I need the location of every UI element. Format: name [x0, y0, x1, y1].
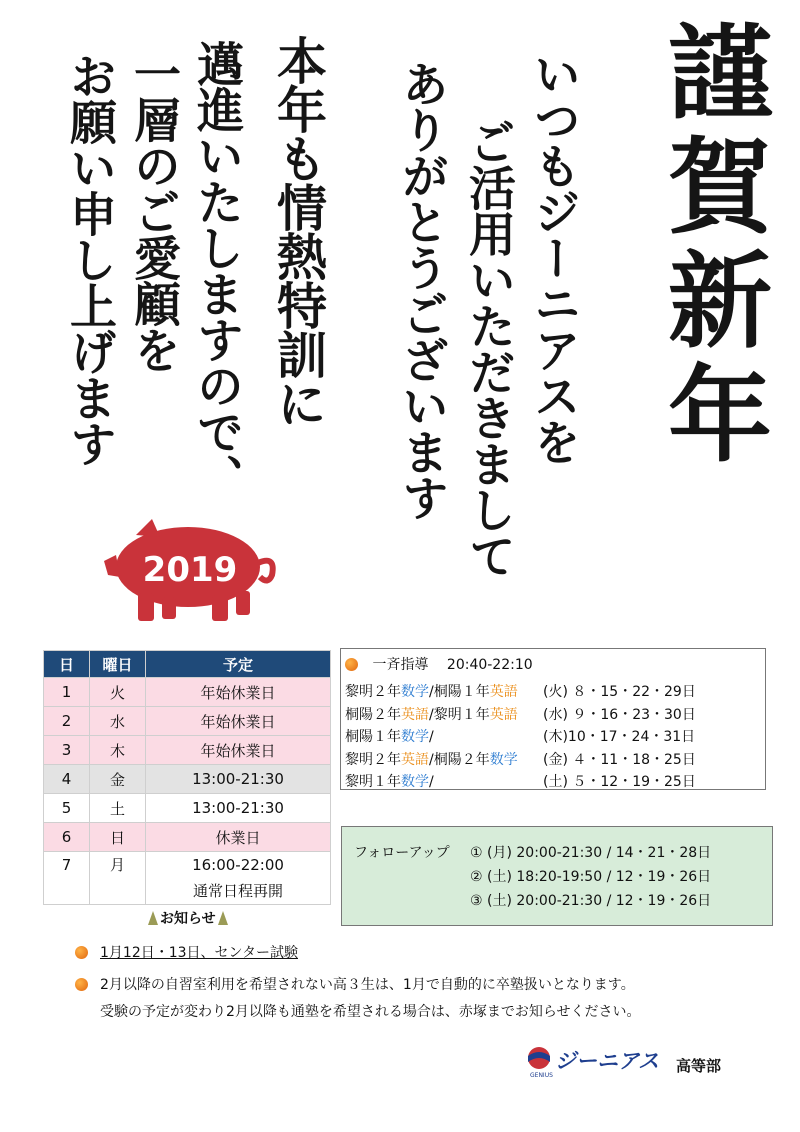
- subject-label: 数学: [401, 729, 429, 745]
- lesson-classes: [345, 726, 434, 746]
- note-text-continued: 受験の予定が変わり2月以降も通塾を希望される場合は、赤塚までお知らせください。: [100, 1004, 641, 1020]
- lesson-classes: [345, 771, 434, 791]
- plan-cell: [146, 852, 331, 905]
- followup-row: ③ (土) 20:00-21:30 / 12・19・26日: [470, 893, 712, 909]
- logo-suffix: 高等部: [676, 1057, 722, 1075]
- heading-label: 一斉指導: [372, 657, 429, 673]
- class-label: /桐陽２年: [429, 751, 490, 768]
- note-item: [75, 974, 635, 994]
- group-lessons-box: [340, 648, 766, 790]
- weekday-cell: 木: [90, 736, 146, 765]
- subject-label: 英語: [489, 684, 518, 700]
- plan-cell: 年始休業日: [146, 707, 331, 736]
- greeting-line: いつもジーニアスを: [526, 50, 581, 464]
- logo-name: ジーニアス: [555, 1049, 660, 1073]
- class-label: /: [429, 729, 434, 745]
- plan-cell: 13:00-21:30: [146, 765, 331, 794]
- followup-row: ① (月) 20:00-21:30 / 14・21・28日: [470, 845, 712, 861]
- class-label: /桐陽１年: [429, 684, 490, 700]
- table-row: [44, 736, 331, 765]
- plan-cell: 休業日: [146, 823, 331, 852]
- heading-time: 20:40-22:10: [446, 657, 533, 673]
- class-label: /: [429, 774, 434, 790]
- plan-cell: 年始休業日: [146, 736, 331, 765]
- lesson-classes: [345, 704, 518, 724]
- subject-label: 英語: [401, 706, 429, 723]
- january-schedule-table: [43, 650, 331, 905]
- day-cell: 2: [44, 707, 90, 736]
- group-lessons-heading: [345, 654, 533, 674]
- lesson-days: (土) ５・12・19・25日: [543, 774, 696, 790]
- weekday-cell: 日: [90, 823, 146, 852]
- lesson-days: (火) ８・15・22・29日: [543, 684, 696, 700]
- weekday-cell: 土: [90, 794, 146, 823]
- lesson-days: (金) ４・11・18・25日: [543, 751, 696, 768]
- plan-cell: 13:00-21:30: [146, 794, 331, 823]
- header-weekday: 曜日: [90, 651, 146, 678]
- greeting-line: お願い申し上げます: [62, 52, 117, 466]
- header-plan: 予定: [146, 651, 331, 678]
- plan-note: 通常日程再開: [192, 882, 283, 900]
- table-header-row: [44, 651, 331, 678]
- note-text: 1月12日・13日、センター試験: [100, 945, 298, 961]
- class-label: 桐陽２年: [345, 706, 401, 723]
- greeting-line: 一層のご愛顧を: [126, 50, 181, 372]
- greeting-line: ご活用いただきまして: [461, 118, 516, 578]
- day-cell: 4: [44, 765, 90, 794]
- subject-label: 数学: [489, 751, 518, 768]
- notice-label: お知らせ: [160, 911, 216, 927]
- lesson-days: (水) ９・16・23・30日: [543, 706, 696, 723]
- followup-row: ② (土) 18:20-19:50 / 12・19・26日: [470, 869, 712, 885]
- tree-icon: [218, 911, 228, 925]
- genius-logo: [525, 1040, 665, 1080]
- boar-2019-stamp: [100, 515, 280, 625]
- orange-icon: [345, 658, 358, 671]
- weekday-cell: 金: [90, 765, 146, 794]
- class-label: 桐陽１年: [345, 729, 401, 745]
- table-row: [44, 823, 331, 852]
- greeting-line: ありがとうございます: [394, 60, 449, 520]
- weekday-cell: 火: [90, 678, 146, 707]
- class-label: /黎明１年: [429, 706, 490, 723]
- note-text: 2月以降の自習室利用を希望されない高３生は、1月で自動的に卒塾扱いとなります。: [100, 977, 635, 993]
- day-cell: 7: [44, 852, 90, 905]
- lesson-days: (木)10・17・24・31日: [543, 729, 696, 745]
- class-label: 黎明２年: [345, 684, 401, 700]
- day-cell: 3: [44, 736, 90, 765]
- lesson-classes: [345, 749, 518, 769]
- weekday-cell: 月: [90, 852, 146, 905]
- subject-label: 英語: [401, 751, 429, 768]
- followup-label: フォローアップ: [354, 845, 450, 861]
- new-year-title: 謹賀新年: [650, 18, 773, 474]
- plan-cell: 年始休業日: [146, 678, 331, 707]
- tree-icon: [148, 911, 158, 925]
- plan-time: 16:00-22:00: [192, 856, 284, 874]
- logo-small-text: GENIUS: [530, 1072, 553, 1079]
- day-cell: 1: [44, 678, 90, 707]
- table-row: [44, 794, 331, 823]
- subject-label: 数学: [401, 684, 429, 700]
- table-row: [44, 707, 331, 736]
- class-label: 黎明１年: [345, 774, 401, 790]
- weekday-cell: 水: [90, 707, 146, 736]
- day-cell: 6: [44, 823, 90, 852]
- table-row: [44, 852, 331, 905]
- followup-box: [341, 826, 773, 926]
- table-row: [44, 765, 331, 794]
- greeting-line: 邁進いたしますので、: [189, 40, 244, 500]
- year-label: 2019: [142, 550, 238, 590]
- orange-icon: [75, 978, 88, 991]
- greeting-line: 本年も情熱特訓に: [269, 35, 328, 427]
- note-item: [75, 942, 298, 962]
- subject-label: 英語: [489, 706, 518, 723]
- day-cell: 5: [44, 794, 90, 823]
- subject-label: 数学: [401, 774, 429, 790]
- notice-heading: [146, 908, 230, 928]
- class-label: 黎明２年: [345, 751, 401, 768]
- orange-icon: [75, 946, 88, 959]
- lesson-classes: [345, 681, 518, 701]
- header-day: 日: [44, 651, 90, 678]
- table-row: [44, 678, 331, 707]
